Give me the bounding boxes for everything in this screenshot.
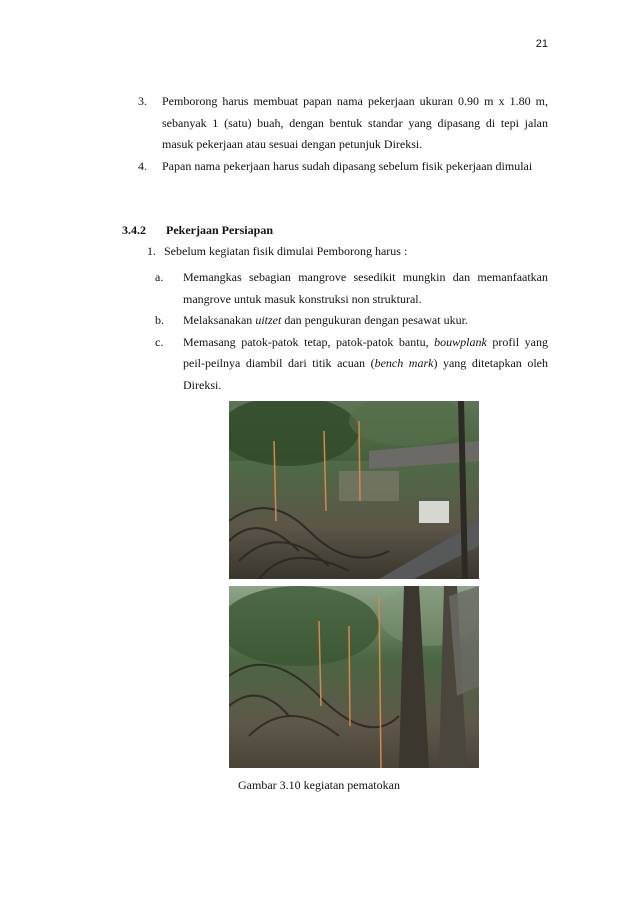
sub-item-number: 1. (147, 244, 156, 258)
list-number: 4. (138, 158, 147, 173)
section-heading (122, 223, 273, 238)
alpha-letter: a. (155, 270, 164, 284)
list-item-4 (138, 156, 548, 178)
list-item-3 (138, 91, 548, 156)
alpha-text-before: Memasang patok-patok tetap, patok-patok bantu, (183, 334, 435, 349)
alpha-italic-term-2: bench mark (374, 356, 434, 370)
alpha-item-a (155, 267, 548, 310)
list-text: Pemborong harus membuat papan nama pekerjaan ukuran 0.90 m x 1.80 m, sebanyak 1 (satu) buah, dengan bentuk standar yang dipasang di tepi jalan masuk pekerjaan atau sesuai dengan petunjuk Direksi. (162, 94, 548, 151)
alpha-italic-term: uitzet (255, 313, 282, 327)
list-number: 3. (138, 94, 147, 108)
photo-mangrove-boardwalk (229, 401, 479, 579)
section-title: Pekerjaan Persiapan (166, 223, 273, 237)
figure-caption: Gambar 3.10 kegiatan pematokan (238, 778, 400, 792)
alpha-text: Memangkas sebagian mangrove sesedikit mungkin dan memanfaatkan mangrove untuk masuk konstruksi non struktural. (183, 270, 548, 306)
alpha-italic-term: bouwplank (434, 334, 487, 349)
alpha-letter: c. (155, 334, 164, 349)
alpha-item-b (155, 310, 548, 332)
photo-mangrove-stakes (229, 586, 479, 768)
list-text: Papan nama pekerjaan harus sudah dipasang sebelum fisik pekerjaan dimulai (162, 158, 533, 173)
numbered-list-top (138, 91, 548, 177)
alpha-text-before: Melaksanakan (183, 313, 256, 327)
section-number: 3.4.2 (122, 223, 146, 237)
alpha-text-mid: profil yang peil-peilnya diambil dari titik acuan ( (183, 334, 548, 370)
alpha-text-after: ) yang ditetapkan oleh Direksi. (183, 356, 548, 392)
alpha-list (155, 267, 548, 396)
sub-item-1 (147, 244, 407, 259)
alpha-text-after: dan pengukuran dengan pesawat ukur. (281, 313, 468, 327)
page-number: 21 (535, 38, 548, 50)
sub-item-text: Sebelum kegiatan fisik dimulai Pemborong harus : (164, 244, 408, 258)
alpha-letter: b. (155, 313, 164, 327)
alpha-item-c (155, 332, 548, 397)
